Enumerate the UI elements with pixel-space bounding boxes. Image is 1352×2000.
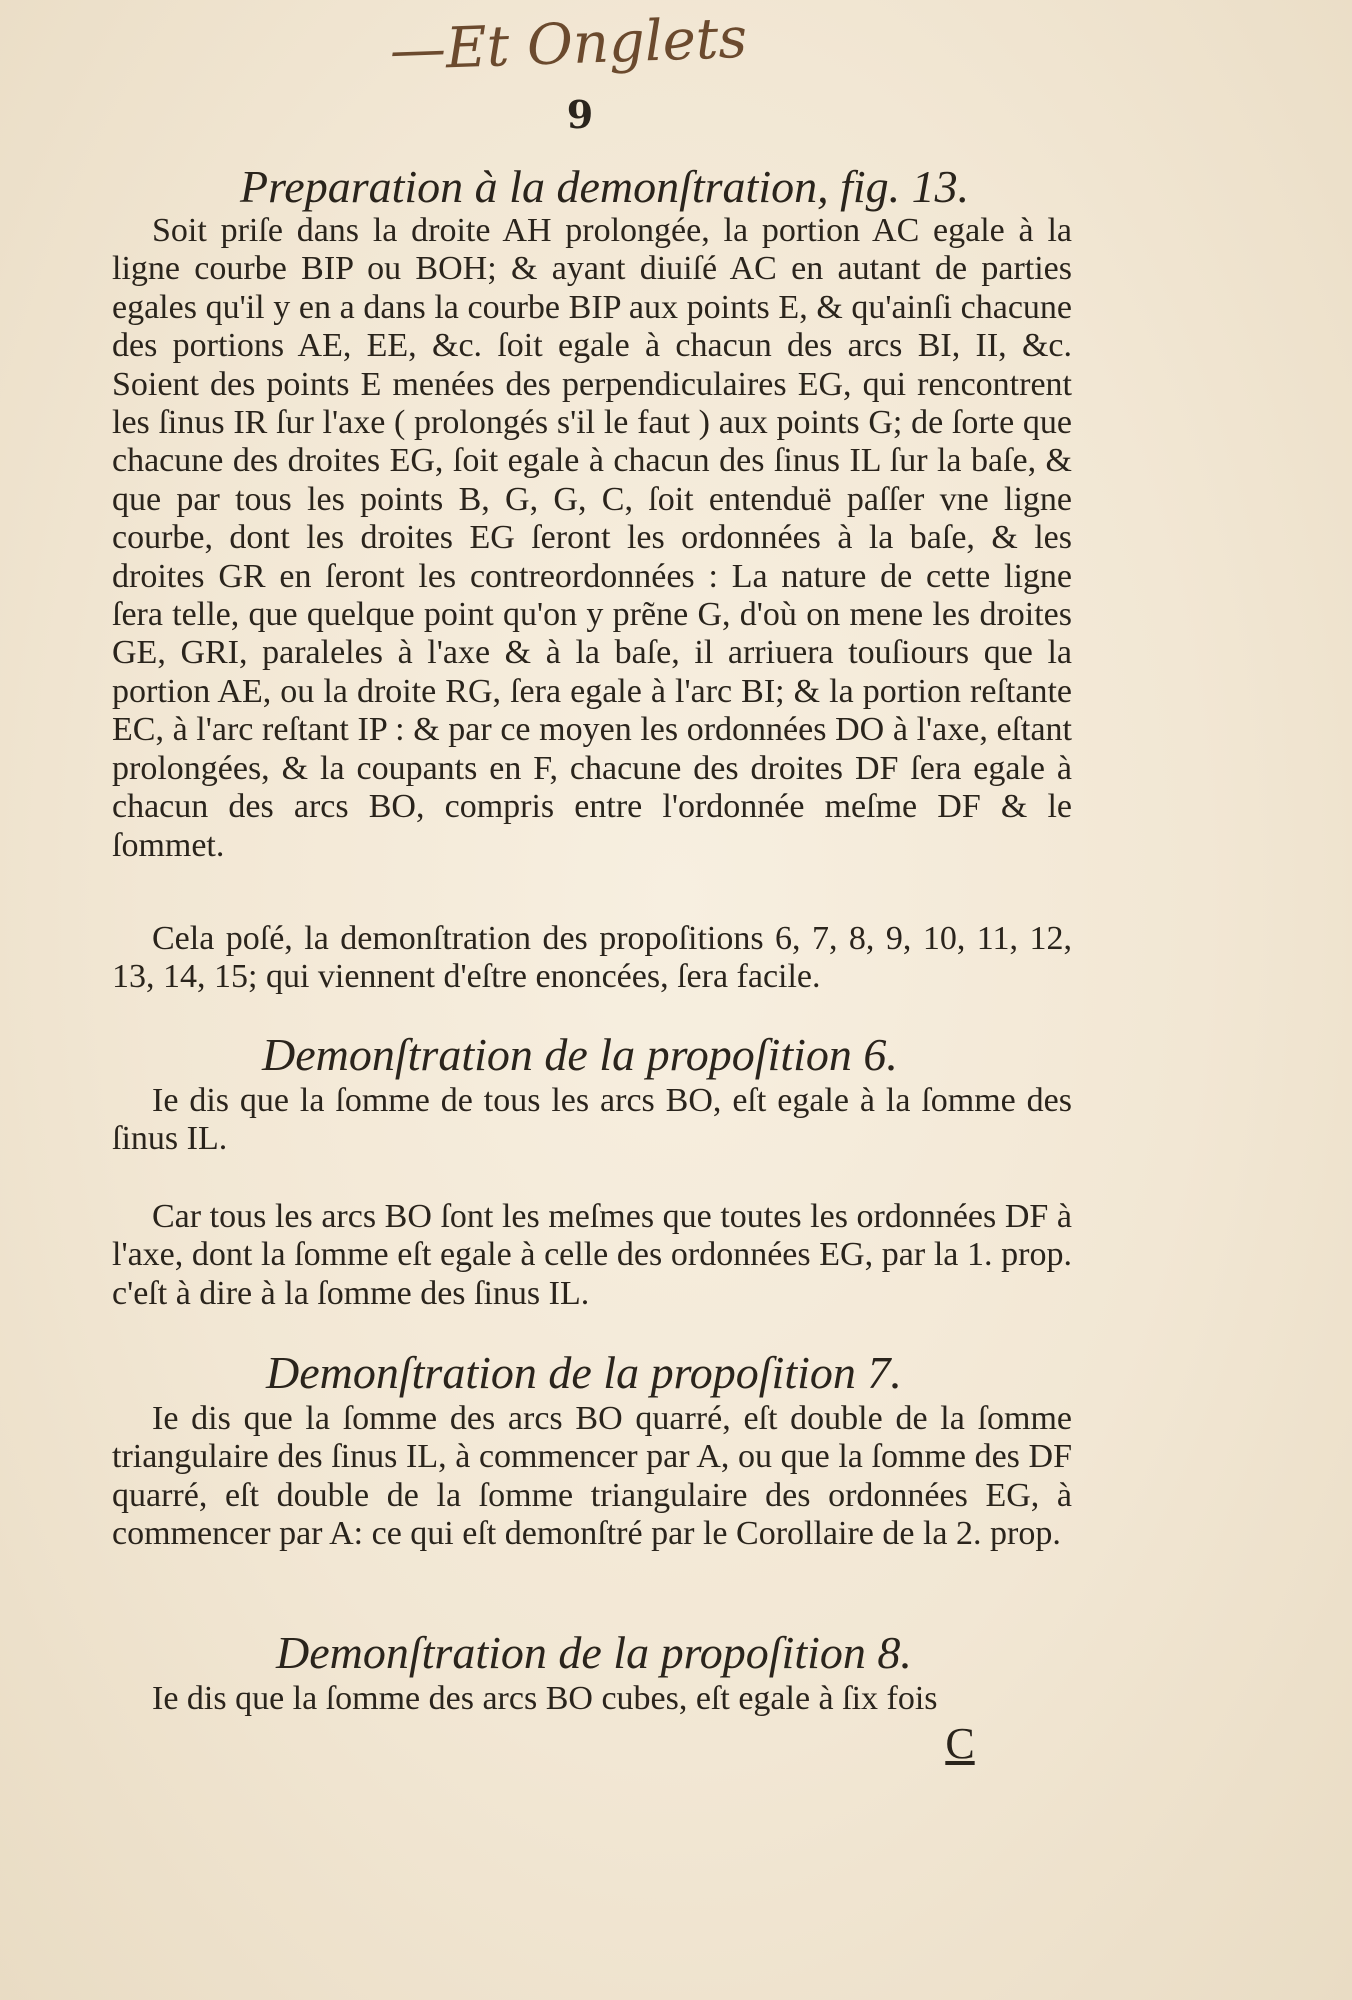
prop7-heading: Demonſtration de la propoſition 7. — [266, 1347, 902, 1398]
handwritten-note: —Et Onglets — [388, 5, 749, 84]
prop6-heading: Demonſtration de la propoſition 6. — [262, 1029, 898, 1080]
prop7-paragraph-1: Ie dis que la ſomme des arcs BO quarré, eſt double de la ſomme triangulaire des ſinus IL, à commencer par A, ou que la ſomme des DF quarré, eſt double de la ſomme triangulaire des ordonnées EG, à commencer par A: ce qui eſt demonſtré par le Corollaire de la 2. prop. — [112, 1400, 1072, 1553]
preparation-heading: Preparation à la demonſtration, fig. 13. — [240, 161, 970, 212]
prop8-paragraph-1: Ie dis que la ſomme des arcs BO cubes, eſt egale à ſix fois — [152, 1680, 938, 1717]
preparation-paragraph-2: Cela poſé, la demonſtration des propoſitions 6, 7, 8, 9, 10, 11, 12, 13, 14, 15; qui viennent d'eſtre enoncées, ſera facile. — [112, 920, 1072, 996]
signature-mark: C — [945, 1719, 975, 1768]
preparation-paragraph-1: Soit priſe dans la droite AH prolongée, la portion AC egale à la ligne courbe BIP ou BOH; & ayant diuiſé AC en autant de parties egales qu'il y en a dans la courbe BIP aux points E, & qu'ainſi chacune des portions AE, EE, &c. ſoit egale à chacun des arcs BI, II, &c. Soient des points E menées des perpendiculaires EG, qui rencontrent les ſinus IR ſur l'axe ( prolongés s'il le faut ) aux points G; de ſorte que chacune des droites EG, ſoit egale à chacun des ſinus IL ſur la baſe, & que par tous les points B, G, G, C, ſoit entenduë paſſer vne ligne courbe, dont les droites EG ſeront les ordonnées à la baſe, & les droites GR en ſeront les contreordonnées : La nature de cette ligne ſera telle, que quelque point qu'on y prẽne G, d'où on mene les droites GE, GRI, paraleles à l'axe & à la baſe, il arriuera touſiours que la portion AE, ou la droite RG, ſera egale à l'arc BI; & la portion reſtante EC, à l'arc reſtant IP : & par ce moyen les ordonnées DO à l'axe, eſtant prolongées, & la coupants en F, chacune des droites DF ſera egale à chacun des arcs BO, compris entre l'ordonnée meſme DF & le ſommet. — [112, 212, 1072, 864]
page-number: 9 — [566, 92, 594, 137]
prop6-paragraph-1: Ie dis que la ſomme de tous les arcs BO, eſt egale à la ſomme des ſinus IL. — [112, 1082, 1072, 1158]
prop8-heading: Demonſtration de la propoſition 8. — [276, 1627, 912, 1678]
prop6-paragraph-2: Car tous les arcs BO ſont les meſmes que toutes les ordonnées DF à l'axe, dont la ſomme eſt egale à celle des ordonnées EG, par la 1. prop. c'eſt à dire à la ſomme des ſinus IL. — [112, 1198, 1072, 1312]
